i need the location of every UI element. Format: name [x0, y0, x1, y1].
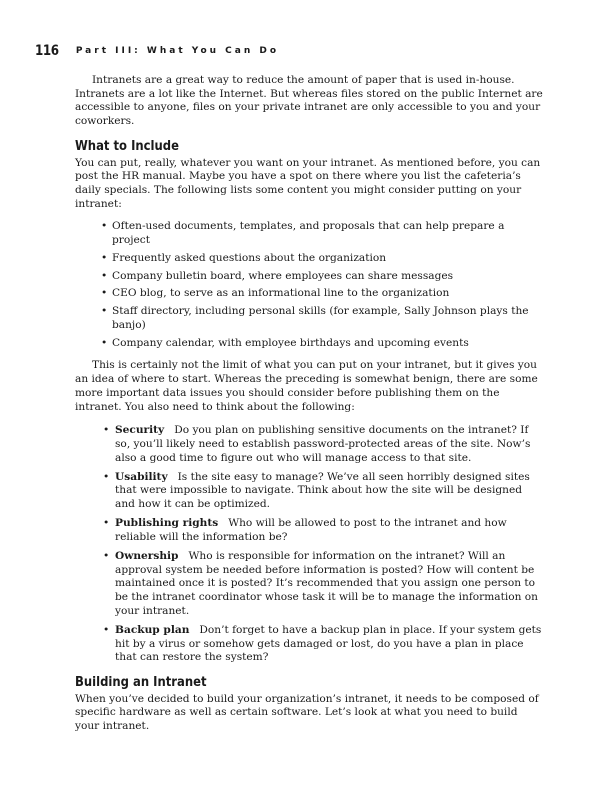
bullet-icon: • [103, 517, 110, 530]
page-header [35, 40, 574, 60]
section-heading-what-to-include: What to Include [75, 137, 179, 154]
bullet-icon: • [101, 220, 108, 233]
section1-paragraph-2: This is certainly not the limit of what you can put on your intranet, but it gives you an idea of where to start. Whereas the preceding is somewhat benign, there are some more important data issues you should consider before publishing them on the intranet. You also need to think about the following: [75, 359, 538, 413]
considerations-list [75, 424, 545, 665]
consideration-text: Do you plan on publishing sensitive documents on the intranet? If so, you’ll likely need to establish password-protected areas of the site. Now’s also a good time to figure out who will manage access to that site. [115, 424, 531, 464]
intro-paragraph: Intranets are a great way to reduce the amount of paper that is used in-house. Intranets are a lot like the Internet. But whereas files stored on the public Internet are accessible to anyone, files on your private intranet are only accessible to you and your coworkers. [75, 74, 543, 128]
consideration-term: Publishing rights [115, 517, 219, 530]
consideration-term: Usability [115, 470, 168, 483]
bullet-icon: • [103, 550, 110, 563]
bullet-icon: • [101, 287, 108, 300]
consideration-term: Ownership [115, 550, 179, 563]
consideration-term: Backup plan [115, 623, 190, 636]
bullet-icon: • [103, 470, 110, 483]
bullet-icon: • [103, 424, 110, 437]
list-item: • Often-used documents, templates, and proposals that can help prepare a project [101, 220, 505, 247]
list-item: • Company bulletin board, where employees can share messages [101, 269, 454, 282]
section1-paragraph: You can put, really, whatever you want on your intranet. As mentioned before, you can post the HR manual. Maybe you have a spot on there where you list the cafeteria’s daily specials. The following lists some content you might consider putting on your intranet: [75, 156, 541, 210]
list-item: • Company calendar, with employee birthdays and upcoming events [101, 336, 469, 349]
list-item: • CEO blog, to serve as an informational line to the organization [101, 287, 450, 300]
page-number: 116 [35, 42, 59, 59]
section-heading-building-an-intranet: Building an Intranet [75, 674, 207, 691]
consideration-text: Don’t forget to have a backup plan in place. If your system gets hit by a virus or somehow gets damaged or lost, do you have a plan in place that can restore the system? [115, 623, 542, 664]
consideration-text: Who is responsible for information on the intranet? Will an approval system be needed before information is posted? How will content be maintained once it is posted? It’s recommended that you assign one person to be the intranet coordinator whose task it will be to manage the information on your intranet. [115, 550, 538, 617]
consideration-item [75, 517, 545, 544]
consideration-item [75, 550, 545, 619]
bullet-icon: • [101, 251, 108, 264]
bullet-icon: • [103, 623, 110, 636]
list-item: • Staff directory, including personal skills (for example, Sally Johnson plays the banjo) [101, 305, 529, 331]
consideration-item [75, 624, 545, 665]
bullet-icon: • [101, 269, 108, 282]
section2-paragraph: When you’ve decided to build your organization’s intranet, it needs to be composed of specific hardware as well as certain software. Let’s look at what you need to build your intranet. [75, 692, 539, 733]
bullet-icon: • [101, 336, 108, 349]
consideration-item [75, 424, 545, 465]
page-body [75, 74, 545, 734]
consideration-term: Security [115, 424, 165, 437]
list-item: • Frequently asked questions about the organization [101, 251, 387, 264]
consideration-text: Who will be allowed to post to the intranet and how reliable will the information be? [115, 517, 507, 543]
bullet-icon: • [101, 305, 108, 318]
running-head: Part III: What You Can Do [75, 45, 280, 56]
consideration-item [75, 471, 545, 512]
content-list [75, 220, 545, 350]
consideration-text: Is the site easy to manage? We’ve all seen horribly designed sites that were impossible to navigate. Think about how the site will be designed and how it can be optimized. [115, 470, 530, 511]
